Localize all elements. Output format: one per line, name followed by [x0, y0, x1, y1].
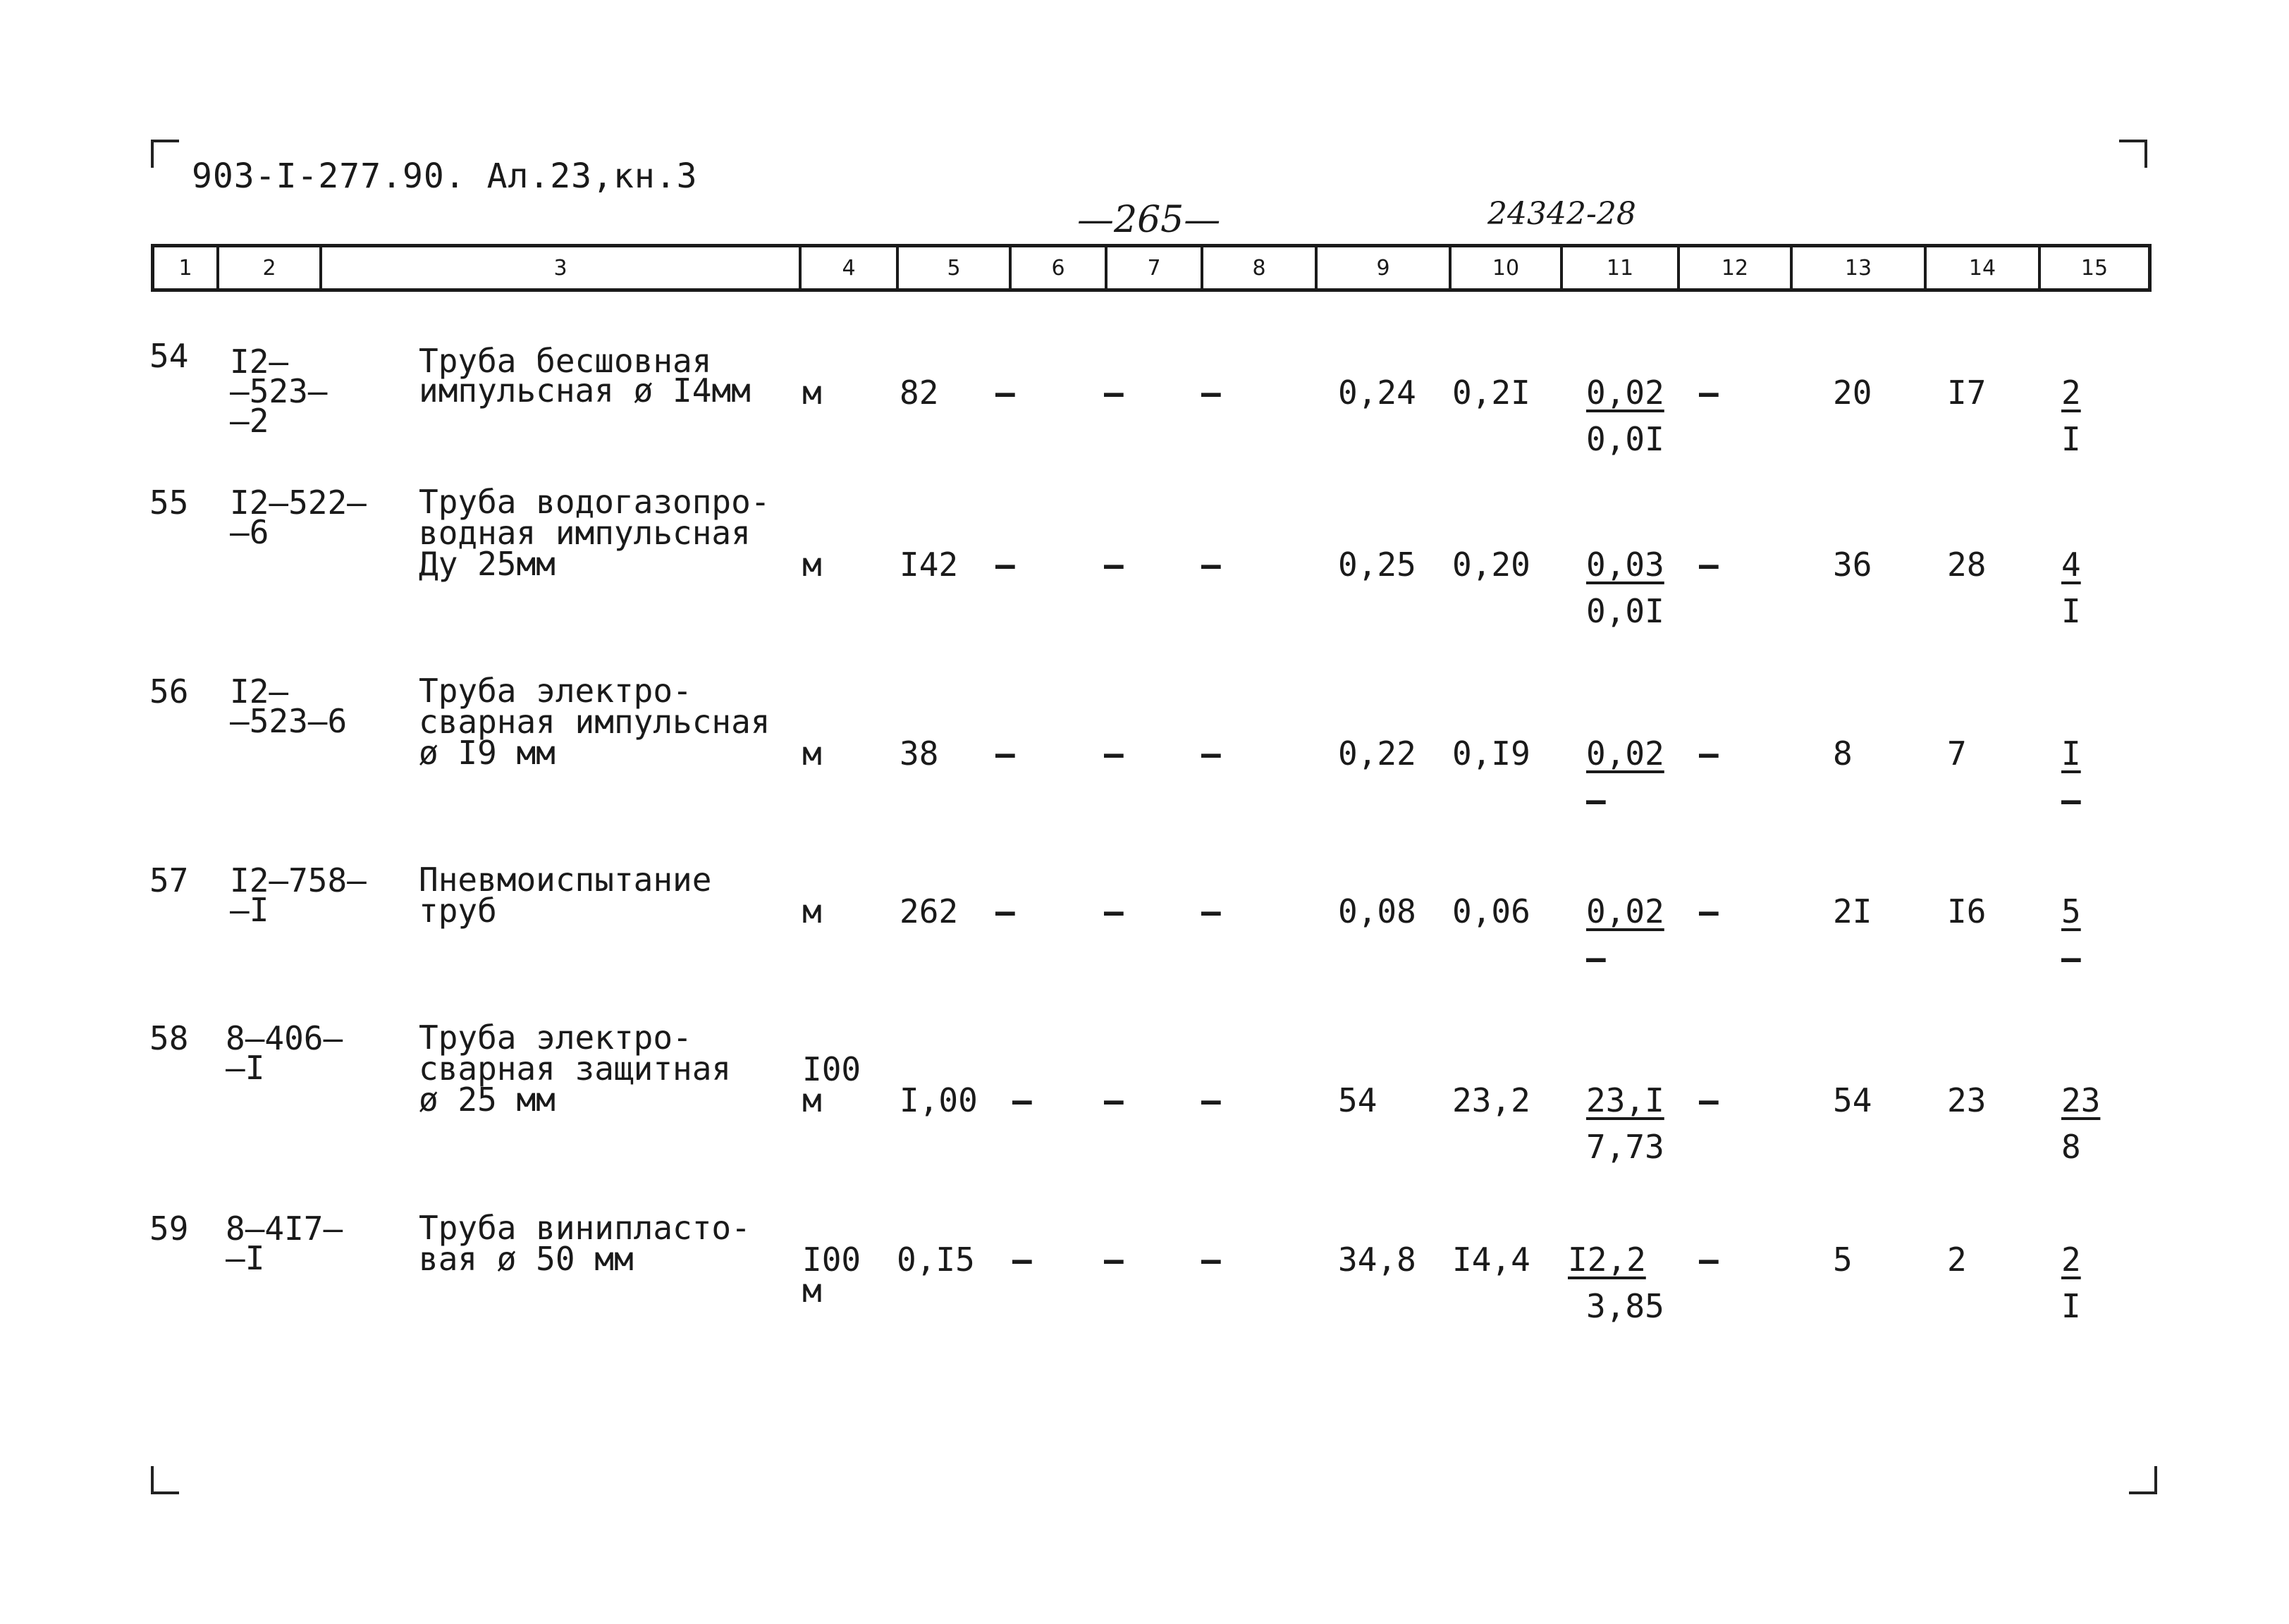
- document-title: 903-I-277.90. Ал.23,кн.3: [192, 156, 698, 196]
- col11-numerator: 0,02: [1586, 374, 1664, 412]
- col9-value: 54: [1338, 1081, 1377, 1119]
- column-header: 6: [1012, 247, 1107, 288]
- col9-value: 34,8: [1338, 1241, 1416, 1279]
- col13-value: 8: [1833, 734, 1853, 773]
- rate-code-line: 8–4I7–: [226, 1210, 343, 1248]
- column-header: 12: [1680, 247, 1793, 288]
- col11-numerator: I2,2: [1568, 1241, 1646, 1279]
- col12-value: –: [1699, 1081, 1719, 1119]
- col15-denominator: I: [2061, 592, 2081, 630]
- col9-value: 0,25: [1338, 546, 1416, 584]
- rate-code-line: –6: [230, 513, 269, 551]
- col8-value: –: [1201, 1241, 1221, 1279]
- row-number: 58: [149, 1019, 189, 1057]
- col9-value: 0,22: [1338, 734, 1416, 773]
- col13-value: 36: [1833, 546, 1872, 584]
- row-number: 54: [149, 337, 189, 375]
- quantity: 0,I5: [897, 1241, 975, 1279]
- unit: м: [802, 892, 822, 930]
- col14-value: 23: [1947, 1081, 1987, 1119]
- item-name-line: сварная импульсная: [419, 703, 771, 741]
- quantity: I42: [900, 546, 959, 584]
- col13-value: 54: [1833, 1081, 1872, 1119]
- row-number: 59: [149, 1210, 189, 1248]
- item-name-line: вая ø 50 мм: [419, 1240, 634, 1278]
- item-name-line: Ду 25мм: [419, 545, 556, 583]
- col12-value: –: [1699, 1241, 1719, 1279]
- rate-code-line: –I: [226, 1239, 265, 1277]
- unit: I00: [802, 1050, 861, 1088]
- corner-mark-bottom-left: [151, 1466, 179, 1494]
- col14-value: 28: [1947, 546, 1987, 584]
- col11-denominator: 0,0I: [1586, 420, 1664, 458]
- col7-value: –: [1104, 1081, 1124, 1119]
- unit: м: [802, 374, 822, 412]
- column-header: 13: [1793, 247, 1927, 288]
- column-header: 9: [1318, 247, 1452, 288]
- col15-denominator: 8: [2061, 1128, 2081, 1166]
- column-header: 7: [1107, 247, 1203, 288]
- col13-value: 5: [1833, 1241, 1853, 1279]
- col10-value: 0,I9: [1452, 734, 1530, 773]
- corner-mark-bottom-right: [2129, 1466, 2157, 1494]
- col15-denominator: I: [2061, 1287, 2081, 1325]
- col11-denominator: 3,85: [1586, 1287, 1664, 1325]
- column-header: 4: [802, 247, 899, 288]
- unit: м: [802, 1272, 822, 1310]
- col9-value: 0,08: [1338, 892, 1416, 930]
- item-name-line: водная импульсная: [419, 514, 751, 552]
- col7-value: –: [1104, 1241, 1124, 1279]
- col15-denominator: –: [2061, 781, 2081, 819]
- col12-value: –: [1699, 734, 1719, 773]
- item-name-line: сварная защитная: [419, 1050, 732, 1088]
- item-name-line: ø I9 мм: [419, 734, 556, 772]
- rate-code-line: –523–: [230, 372, 328, 410]
- col12-value: –: [1699, 546, 1719, 584]
- rate-code-line: –2: [230, 402, 269, 440]
- col7-value: –: [1104, 546, 1124, 584]
- col15-numerator: 2: [2061, 1241, 2081, 1279]
- col14-value: 7: [1947, 734, 1967, 773]
- col7-value: –: [1104, 734, 1124, 773]
- column-header: 14: [1927, 247, 2041, 288]
- col11-numerator: 0,02: [1586, 734, 1664, 773]
- item-name-line: Труба винипласто-: [419, 1209, 751, 1247]
- col11-denominator: –: [1586, 781, 1606, 819]
- col11-numerator: 0,03: [1586, 546, 1664, 584]
- rate-code-line: –523–6: [230, 702, 348, 740]
- item-name-line: Труба водогазопро-: [419, 483, 771, 521]
- unit: I00: [802, 1241, 861, 1279]
- item-name-line: Пневмоиспытание: [419, 861, 712, 899]
- unit: м: [802, 734, 822, 773]
- col13-value: 2I: [1833, 892, 1872, 930]
- rate-code-line: –I: [226, 1049, 265, 1087]
- quantity: 82: [900, 374, 939, 412]
- item-name-line: Труба электро-: [419, 1019, 692, 1057]
- col6-value: –: [995, 546, 1015, 584]
- col13-value: 20: [1833, 374, 1872, 412]
- row-number: 57: [149, 861, 189, 899]
- col7-value: –: [1104, 374, 1124, 412]
- col10-value: I4,4: [1452, 1241, 1530, 1279]
- col15-numerator: 4: [2061, 546, 2081, 584]
- col9-value: 0,24: [1338, 374, 1416, 412]
- quantity: I,00: [900, 1081, 978, 1119]
- corner-mark-top-right: [2119, 140, 2147, 168]
- column-header: 10: [1452, 247, 1563, 288]
- col8-value: –: [1201, 546, 1221, 584]
- col8-value: –: [1201, 734, 1221, 773]
- col11-denominator: –: [1586, 939, 1606, 977]
- col14-value: I6: [1947, 892, 1987, 930]
- row-number: 56: [149, 672, 189, 710]
- quantity: 38: [900, 734, 939, 773]
- page-number: —265—: [1077, 199, 1221, 241]
- col11-numerator: 0,02: [1586, 892, 1664, 930]
- sheet-code: 24342-28: [1487, 196, 1636, 232]
- col15-numerator: 5: [2061, 892, 2081, 930]
- column-header-row: [151, 244, 2152, 292]
- col10-value: 0,2I: [1452, 374, 1530, 412]
- col14-value: 2: [1947, 1241, 1967, 1279]
- col10-value: 0,20: [1452, 546, 1530, 584]
- rate-code-line: I2–758–: [230, 861, 367, 899]
- col6-value: –: [995, 892, 1015, 930]
- col11-denominator: 0,0I: [1586, 592, 1664, 630]
- col14-value: I7: [1947, 374, 1987, 412]
- quantity: 262: [900, 892, 959, 930]
- rate-code-line: I2–: [230, 343, 289, 381]
- unit: м: [802, 1081, 822, 1119]
- rate-code-line: –I: [230, 891, 269, 929]
- col15-numerator: 23: [2061, 1081, 2101, 1119]
- col15-numerator: I: [2061, 734, 2081, 773]
- unit: м: [802, 546, 822, 584]
- column-header: 11: [1563, 247, 1680, 288]
- col12-value: –: [1699, 374, 1719, 412]
- col6-value: –: [1012, 1241, 1032, 1279]
- col10-value: 23,2: [1452, 1081, 1530, 1119]
- col10-value: 0,06: [1452, 892, 1530, 930]
- col15-numerator: 2: [2061, 374, 2081, 412]
- row-number: 55: [149, 484, 189, 522]
- item-name-line: Труба электро-: [419, 672, 692, 710]
- col8-value: –: [1201, 892, 1221, 930]
- item-name-line: труб: [419, 892, 497, 930]
- column-header: 1: [154, 247, 219, 288]
- col15-denominator: I: [2061, 420, 2081, 458]
- col12-value: –: [1699, 892, 1719, 930]
- col8-value: –: [1201, 374, 1221, 412]
- col11-numerator: 23,I: [1586, 1081, 1664, 1119]
- col11-denominator: 7,73: [1586, 1128, 1664, 1166]
- column-header: 2: [219, 247, 322, 288]
- col15-denominator: –: [2061, 939, 2081, 977]
- item-name-line: ø 25 мм: [419, 1081, 556, 1119]
- rate-code-line: I2–522–: [230, 484, 367, 522]
- col8-value: –: [1201, 1081, 1221, 1119]
- column-header: 3: [322, 247, 802, 288]
- rate-code-line: I2–: [230, 672, 289, 710]
- col6-value: –: [995, 374, 1015, 412]
- column-header: 15: [2080, 255, 2109, 281]
- rate-code-line: 8–406–: [226, 1019, 343, 1057]
- item-name-line: Труба бесшовная: [419, 342, 712, 380]
- item-name-line: импульсная ø I4мм: [419, 371, 751, 410]
- col6-value: –: [1012, 1081, 1032, 1119]
- col7-value: –: [1104, 892, 1124, 930]
- column-header: 8: [1203, 247, 1318, 288]
- column-header: 5: [899, 247, 1012, 288]
- col6-value: –: [995, 734, 1015, 773]
- corner-mark-top-left: [151, 140, 179, 168]
